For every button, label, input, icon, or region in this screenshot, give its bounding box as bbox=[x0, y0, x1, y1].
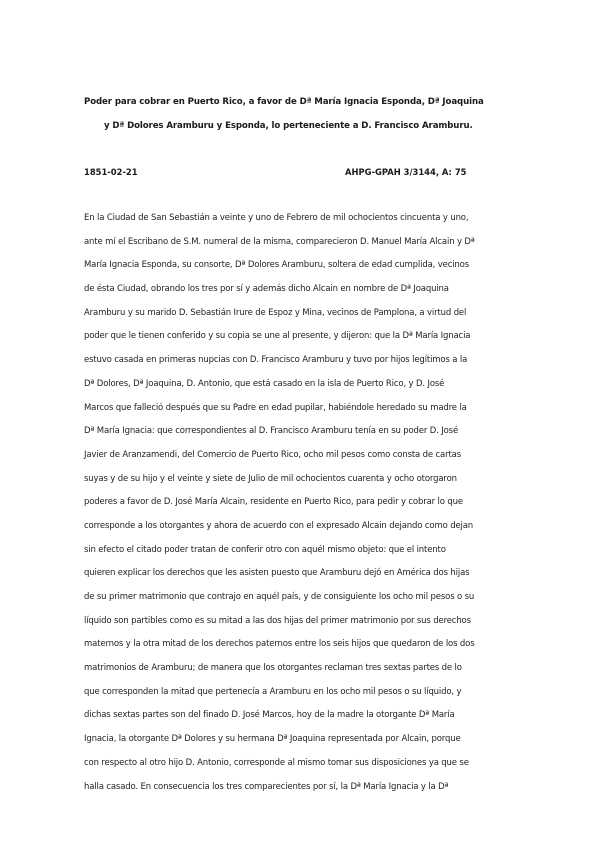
body-line: que corresponden la mitad que pertenecía a Aramburu en los ocho mil pesos o su líquido, y bbox=[84, 686, 462, 697]
body-line: Ignacia, la otorgante Dª Dolores y su hermana Dª Joaquina representada por Alcain, porque bbox=[84, 734, 461, 745]
body-line: maternos y la otra mitad de los derechos paternos entre los seis hijos que quedaron de los dos bbox=[84, 639, 475, 650]
body-line: suyas y de su hijo y el veinte y siete de Julio de mil ochocientos cuarenta y ocho otorgaron bbox=[84, 473, 457, 484]
body-line: sin efecto el citado poder tratan de conferir otro con aquél mismo objeto: que el intento bbox=[84, 544, 446, 555]
body-line: líquido son partibles como es su mitad a las dos hijas del primer matrimonio por sus derechos bbox=[84, 615, 471, 626]
body-line: de ésta Ciudad, obrando los tres por sí y además dicho Alcain en nombre de Dª Joaquina bbox=[84, 284, 449, 295]
body-line: Aramburu y su marido D. Sebastián Irure de Espoz y Mina, vecinos de Pamplona, a virtud del bbox=[84, 307, 467, 318]
body-line: En la Ciudad de San Sebastián a veinte y uno de Febrero de mil ochocientos cincuenta y uno, bbox=[84, 213, 469, 223]
body-line: ante mí el Escribano de S.M. numeral de la misma, comparecieron D. Manuel María Alcain y Dª bbox=[84, 236, 475, 247]
body-line: estuvo casada en primeras nupcias con D. Francisco Aramburu y tuvo por hijos legítimos a la bbox=[84, 355, 468, 366]
body-line: de su primer matrimonio que contrajo en aquél país, y de consiguiente los ocho mil pesos o su bbox=[84, 592, 475, 602]
document-title-line-2: y Dª Dolores Aramburu y Esponda, lo perteneciente a D. Francisco Aramburu. bbox=[104, 121, 473, 131]
body-line: María Ignacia Esponda, su consorte, Dª Dolores Aramburu, soltera de edad cumplida, vecinos bbox=[84, 260, 470, 271]
body-line: corresponde a los otorgantes y ahora de acuerdo con el expresado Alcain dejando como dejan bbox=[84, 520, 474, 531]
document-body bbox=[84, 212, 514, 804]
body-line: halla casado. En consecuencia los tres comparecientes por sí, la Dª María Ignacia y la Dª bbox=[84, 781, 449, 792]
document-date: 1851-02-21 bbox=[84, 167, 138, 177]
document-title-line-1: Poder para cobrar en Puerto Rico, a favor de Dª María Ignacia Esponda, Dª Joaquina bbox=[84, 97, 484, 107]
archive-reference: AHPG-GPAH 3/3144, A: 75 bbox=[345, 167, 467, 177]
body-line: matrimonios de Aramburu; de manera que los otorgantes reclaman tres sextas partes de lo bbox=[84, 663, 462, 674]
body-line: con respecto al otro hijo D. Antonio, corresponde al mismo tomar sus disposiciones ya que se bbox=[84, 757, 469, 768]
body-line: poderes a favor de D. José María Alcain, residente en Puerto Rico, para pedir y cobrar lo que bbox=[84, 497, 463, 508]
body-line: Javier de Aranzamendi, del Comercio de Puerto Rico, ocho mil pesos como consta de cartas bbox=[84, 449, 461, 460]
body-line: poder que le tienen conferido y su copia se une al presente, y dijeron: que la Dª María Ignacia bbox=[84, 331, 471, 342]
body-line: Marcos que falleció después que su Padre en edad pupilar, habiéndole heredado su madre la bbox=[84, 402, 467, 413]
body-line: dichas sextas partes son del finado D. José Marcos, hoy de la madre la otorgante Dª María bbox=[84, 710, 455, 721]
body-line: Dª María Ignacia: que correspondientes al D. Francisco Aramburu tenía en su poder D. José bbox=[84, 426, 459, 437]
body-line: quieren explicar los derechos que les asisten puesto que Aramburu dejó en América dos hijas bbox=[84, 568, 470, 579]
body-line: Dª Dolores, Dª Joaquina, D. Antonio, que está casado en la isla de Puerto Rico, y D. José bbox=[84, 378, 445, 389]
